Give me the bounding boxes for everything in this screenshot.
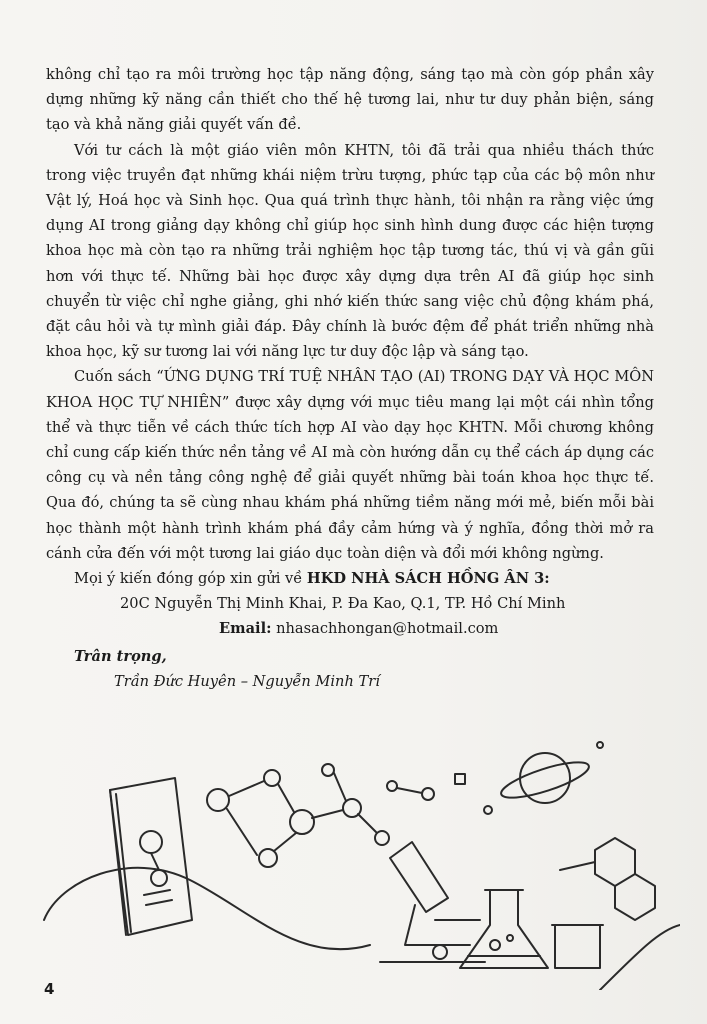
planet-icon (484, 742, 603, 814)
molecule-icon (207, 764, 465, 867)
page-number: 4 (44, 980, 55, 998)
curve-line (600, 925, 680, 990)
microscope-icon (380, 842, 485, 962)
paragraph-1: không chỉ tạo ra môi trường học tập năng động, sáng tạo mà còn góp phần xây dựng những kỹ năng cần thiết cho thế hệ tương lai, như tư duy phản biện, sáng tạo và khả năng giải quyết vấn đề. (46, 66, 654, 134)
flask-icon (460, 890, 603, 968)
body-text (46, 62, 654, 694)
science-illustration (40, 730, 680, 990)
contact-email (46, 616, 654, 641)
email-value: nhasachhongan@hotmail.com (271, 620, 499, 638)
publisher-name: HKD NHÀ SÁCH HỒNG ÂN 3: (306, 570, 550, 588)
closing-salutation: Trân trọng, (74, 647, 167, 665)
book-icon (110, 778, 192, 935)
hexagon-molecule-icon (560, 838, 655, 920)
paragraph-3: Cuốn sách “ỨNG DỤNG TRÍ TUỆ NHÂN TẠO (AI) TRONG DẠY VÀ HỌC MÔN KHOA HỌC TỰ NHIÊN” được xây dựng với mục tiêu mang lại một cái nhìn tổng thể và thực tiễn về cách thức tích hợp AI vào dạy học KHTN. Mỗi chương không chỉ cung cấp kiến thức nền tảng về AI mà còn hướng dẫn cụ thể cách áp dụng các công cụ và nền tảng công nghệ để giải quyết những bài toán khoa học thực tế. Qua đó, chúng ta sẽ cùng nhau khám phá những tiềm năng mới mẻ, biến mỗi bài học thành một hành trình khám phá đầy cảm hứng và ý nghĩa, đồng thời mở ra cánh cửa đến với một tương lai giáo dục toàn diện và đổi mới không ngừng. (46, 368, 654, 562)
paragraph-2: Với tư cách là một giáo viên môn KHTN, tôi đã trải qua nhiều thách thức trong việc truyền đạt những khái niệm trừu tượng, phức tạp của các bộ môn như Vật lý, Hoá học và Sinh học. Qua quá trình thực hành, tôi nhận ra rằng việc ứng dụng AI trong giảng dạy không chỉ giúp học sinh hình dung được các hiện tượng khoa học mà còn tạo ra những trải nghiệm học tập tương tác, thú vị và gần gũi hơn với thực tế. Những bài học được xây dựng dựa trên AI đã giúp học sinh chuyển từ việc chỉ nghe giảng, ghi nhớ kiến thức sang việc chủ động khám phá, đặt câu hỏi và tự mình giải đáp. Đây chính là bước đệm để phát triển những nhà khoa học, kỹ sư tương lai với năng lực tư duy độc lập và sáng tạo. (46, 141, 654, 361)
contact-address: 20C Nguyễn Thị Minh Khai, P. Đa Kao, Q.1, TP. Hồ Chí Minh (120, 595, 566, 613)
contact-block (46, 566, 654, 642)
swoosh-line (44, 868, 370, 949)
contact-intro-text: Mọi ý kiến đóng góp xin gửi về (74, 570, 307, 588)
email-label: Email: (219, 620, 272, 638)
contact-intro (46, 566, 654, 591)
authors-signature: Trần Đức Huyên – Nguyễn Minh Trí (114, 672, 380, 690)
